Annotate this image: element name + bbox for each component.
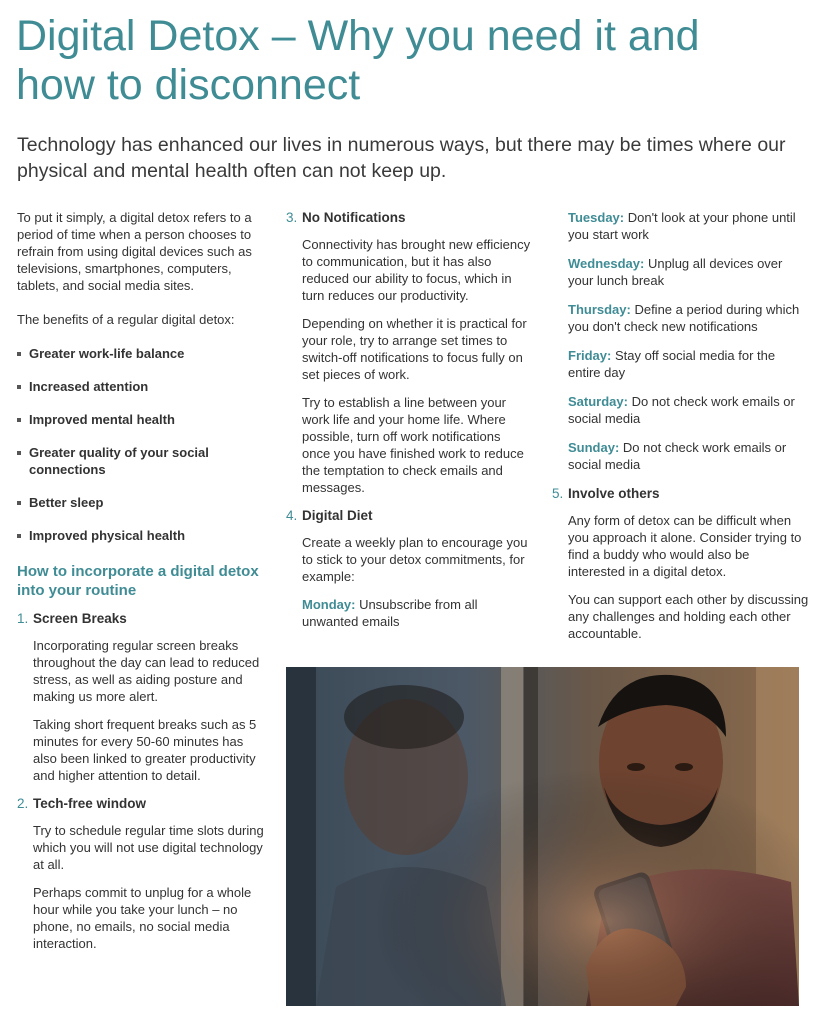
day-item-saturday [568, 393, 810, 427]
man-looking-at-phone-photo [286, 667, 799, 1006]
day-text: Unplug all devices over your lunch break [568, 256, 783, 288]
day-text: Unsubscribe from all unwanted emails [302, 597, 478, 629]
day-text: Define a period during which you don't check new notifications [568, 302, 800, 334]
column-2 [286, 209, 532, 642]
page-title [16, 12, 816, 110]
step-3-paragraph: Depending on whether it is practical for your role, try to arrange set times to switch-off notifications to focus fully on set pieces of work. [302, 316, 527, 382]
day-text: Do not check work emails or social media [568, 440, 787, 472]
step-1-heading [17, 610, 264, 627]
day-item-wednesday [568, 255, 810, 289]
benefit-item: Greater quality of your social connections [17, 444, 264, 478]
day-text: Stay off social media for the entire day [568, 348, 776, 380]
day-name: Sunday: [568, 440, 620, 455]
day-name: Saturday: [568, 394, 628, 409]
benefit-item: Better sleep [17, 494, 264, 511]
title-line-2: how to disconnect [16, 61, 361, 109]
title-line-1: Digital Detox – Why you need it and [16, 12, 700, 60]
step-1-paragraph: Taking short frequent breaks such as 5 minutes for every 50-60 minutes has also been linked to greater productivity and higher attention to detail. [33, 717, 257, 783]
benefit-item: Improved mental health [17, 411, 264, 428]
day-item-thursday [568, 301, 810, 335]
step-5-paragraph: Any form of detox can be difficult when you approach it alone. Consider trying to find a buddy who would also be interested in a digital detox. [568, 513, 802, 579]
step-4-paragraph: Create a weekly plan to encourage you to stick to your detox commitments, for example: [302, 535, 528, 584]
step-number: 5. [552, 486, 564, 501]
step-title: Digital Diet [302, 508, 373, 523]
column-3 [552, 209, 810, 653]
routine-heading: How to incorporate a digital detox into your routine [17, 563, 259, 599]
step-title: No Notifications [302, 210, 406, 225]
benefit-item: Increased attention [17, 378, 264, 395]
benefits-intro: The benefits of a regular digital detox: [17, 312, 235, 327]
day-name: Monday: [302, 597, 356, 612]
column-1 [17, 209, 264, 963]
day-text: Don't look at your phone until you start work [568, 210, 796, 242]
day-name: Tuesday: [568, 210, 625, 225]
step-5-paragraph: You can support each other by discussing any challenges and holding each other accountable. [568, 592, 809, 641]
step-number: 1. [17, 611, 29, 626]
day-text: Do not check work emails or social media [568, 394, 795, 426]
day-item-tuesday [568, 209, 810, 243]
benefit-item: Improved physical health [17, 527, 264, 544]
step-number: 3. [286, 210, 298, 225]
step-title: Screen Breaks [33, 611, 127, 626]
day-item-sunday [568, 439, 810, 473]
day-name: Thursday: [568, 302, 631, 317]
step-title: Involve others [568, 486, 660, 501]
benefits-list [17, 345, 264, 544]
page-subtitle: Technology has enhanced our lives in numerous ways, but there may be times where our physical and mental health often can not keep up. [17, 134, 786, 182]
step-2-paragraph: Try to schedule regular time slots during which you will not use digital technology at all. [33, 823, 264, 872]
step-4-heading [286, 507, 532, 524]
intro-paragraph: To put it simply, a digital detox refers to a period of time when a person chooses to refrain from using digital devices such as televisions, smartphones, computers, tablets, and social media sites. [17, 210, 252, 293]
day-name: Friday: [568, 348, 612, 363]
step-2-paragraph: Perhaps commit to unplug for a whole hour while you take your lunch – no phone, no emails, no social media interaction. [33, 885, 252, 951]
day-item-monday [302, 596, 532, 630]
photo-illustration [286, 667, 799, 1006]
benefit-item: Greater work-life balance [17, 345, 264, 362]
step-1-paragraph: Incorporating regular screen breaks throughout the day can lead to reduced stress, as well as aiding posture and making us more alert. [33, 638, 260, 704]
day-name: Wednesday: [568, 256, 645, 271]
step-3-paragraph: Connectivity has brought new efficiency to communication, but it has also reduced our ability to focus, which in turn reduces our productivity. [302, 237, 531, 303]
step-title: Tech-free window [33, 796, 147, 811]
step-3-paragraph: Try to establish a line between your work life and your home life. Where possible, turn off work notifications once you have finished work to reduce the temptation to check emails and messages. [302, 395, 524, 495]
step-5-heading [552, 485, 810, 502]
step-number: 2. [17, 796, 29, 811]
step-3-heading [286, 209, 532, 226]
step-number: 4. [286, 508, 298, 523]
step-2-heading [17, 795, 264, 812]
day-item-friday [568, 347, 810, 381]
